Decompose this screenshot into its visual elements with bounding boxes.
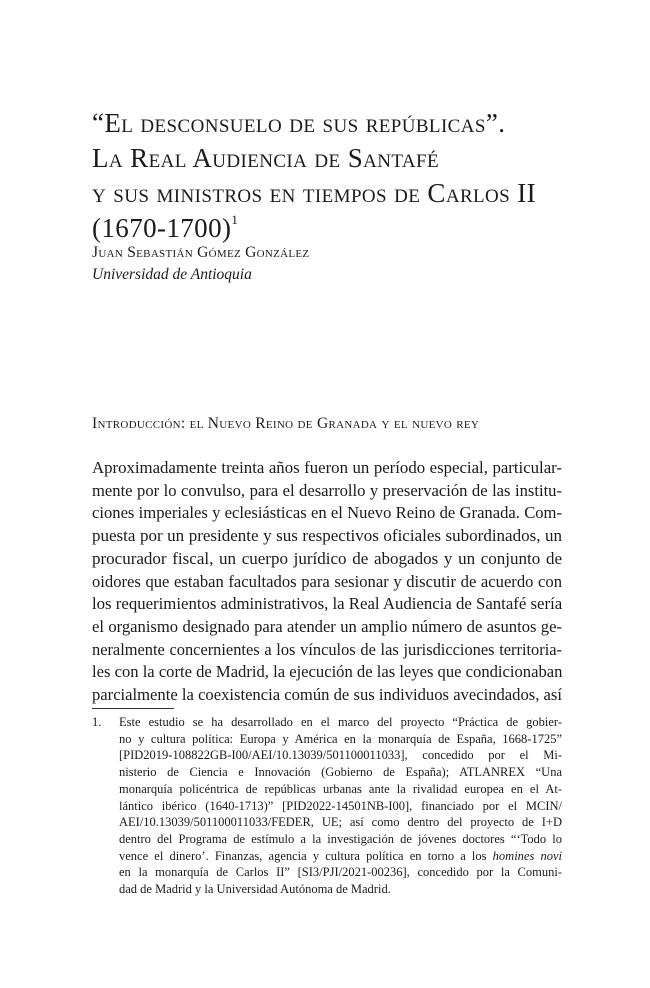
footnote-marker[interactable]: 1 — [231, 212, 239, 227]
author-affiliation: Universidad de Antioquia — [92, 266, 252, 283]
author-block — [92, 242, 562, 286]
footnote-line: monarquía policéntrica de repúblicas urbanas ante la rivalidad europea en el At- — [119, 781, 562, 796]
footnote-text — [119, 714, 562, 898]
section-heading: Introducción: el Nuevo Reino de Granada y el nuevo rey — [92, 415, 480, 432]
body-line: procurador fiscal, un cuerpo jurídico de abogados y un conjunto de — [92, 548, 562, 568]
footnote-line: Este estudio se ha desarrollado en el marco del proyecto “Práctica de gobier- — [119, 715, 562, 729]
footnote-line: dad de Madrid y la Universidad Autónoma de Madrid. — [119, 882, 391, 897]
title-line: y sus ministros en tiempos de Carlos II — [92, 178, 537, 208]
body-line: puesta por un presidente y sus respectivos oficiales subordinados, un — [92, 526, 562, 546]
body-line: oidores que estaban facultados para sesionar y discutir de acuerdo con — [92, 571, 562, 591]
footnote-number: 1. — [92, 715, 102, 729]
footnote-line-text: vence el dinero’. Finanzas, agencia y cultura política en torno a los — [119, 848, 493, 863]
body-line: el organismo designado para atender un amplio número de asuntos ge- — [92, 616, 562, 636]
footnote-line: nisterio de Ciencia e Innovación (Gobierno de España); ATLANREX “Una — [119, 765, 562, 780]
body-line: los requerimientos administrativos, la Real Audiencia de Santafé sería — [92, 594, 563, 614]
footnote-line: dentro del Programa de estímulo a la investigación de jóvenes doctores “‘Todo lo — [119, 831, 562, 846]
body-paragraph — [92, 457, 562, 707]
footnote-line: [PID2019-108822GB-I00/AEI/10.13039/501100011033], concedido por el Mi- — [119, 748, 562, 763]
footnote-line: en la monarquía de Carlos II” [SI3/PJI/2021-00236], concedido por la Comuni- — [119, 865, 562, 880]
body-line: ciones imperiales y eclesiásticas en el Nuevo Reino de Granada. Com- — [92, 503, 562, 523]
body-line: les con la corte de Madrid, la ejecución de las leyes que condicionaban — [92, 662, 563, 682]
title-line: “El desconsuelo de sus repúblicas”. — [92, 108, 506, 138]
chapter-title — [92, 106, 562, 246]
footnote-line — [119, 848, 562, 865]
body-line: Aproximadamente treinta años fueron un período especial, particular- — [92, 458, 562, 477]
title-dates: (1670-1700) — [92, 213, 232, 243]
title-line: La Real Audiencia de Santafé — [92, 143, 439, 173]
footnote-line: AEI/10.13039/501100011033/FEDER, UE; así como dentro del proyecto de I+D — [119, 815, 562, 830]
body-line: mente por lo convulso, para el desarrollo y preservación de las institu- — [92, 480, 562, 500]
footnote-line: lántico ibérico (1640-1713)” [PID2022-14501NB-I00], financiado por el MCIN/ — [119, 798, 562, 813]
footnote-italic-phrase: homines novi — [492, 848, 563, 863]
author-name: Juan Sebastián Gómez González — [92, 244, 310, 261]
body-line: neralmente concernientes a los vínculos de las jurisdicciones territoria- — [92, 639, 562, 659]
title-line — [92, 211, 562, 246]
footnote-line: no y cultura política: Europa y América en la monarquía de España, 1668-1725” — [119, 731, 562, 746]
footnote-separator — [92, 708, 174, 709]
body-line: parcialmente la coexistencia común de sus individuos avecindados, así — [92, 685, 562, 705]
